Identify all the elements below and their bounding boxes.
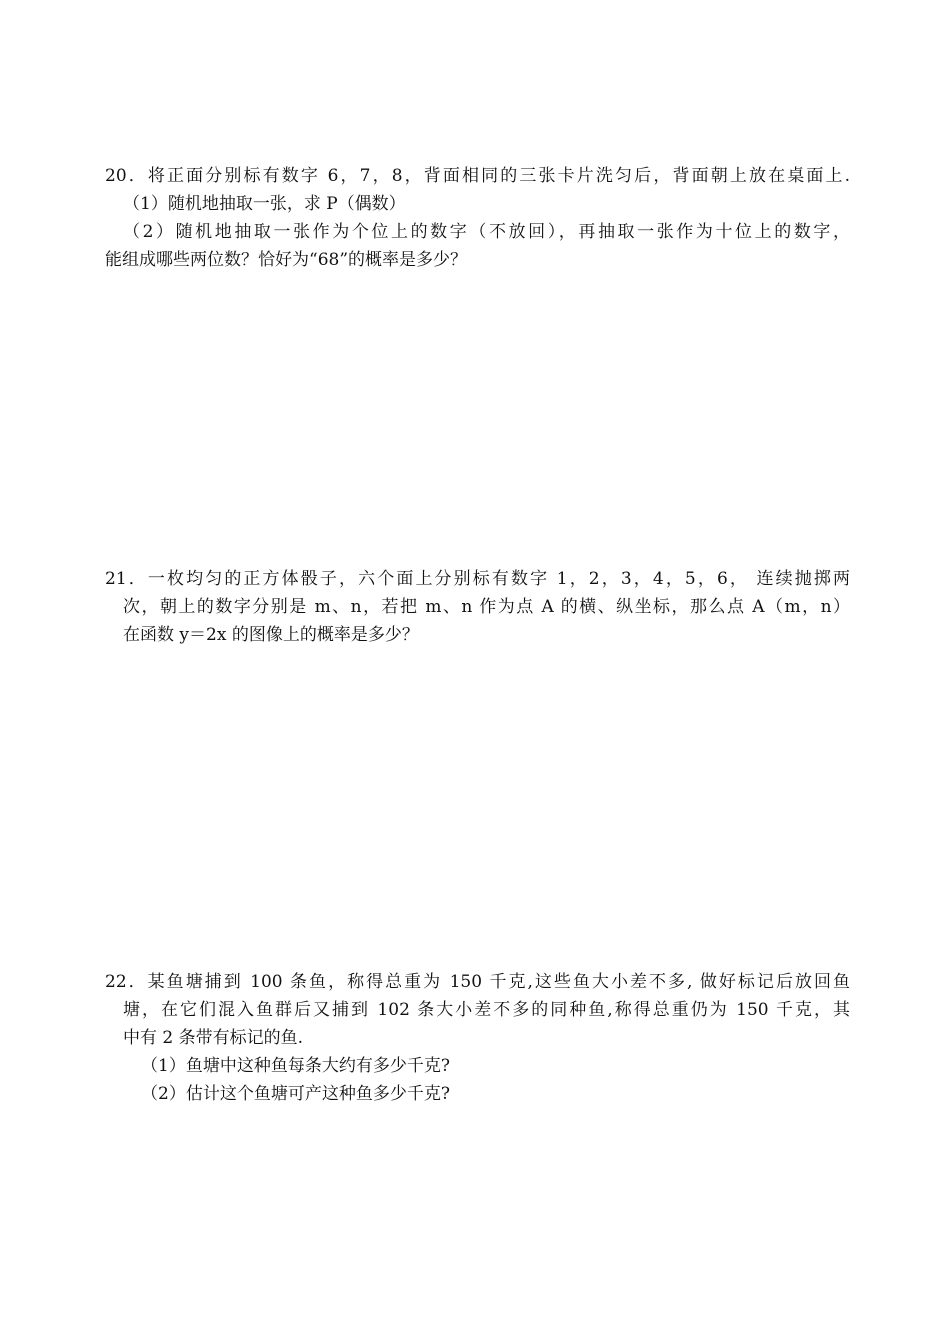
question-22-stem-continued: 塘，在它们混入鱼群后又捕到 102 条大小差不多的同种鱼,称得总重仍为 150 千克，其 xyxy=(123,1000,850,1020)
question-21-stem-end: 在函数 y＝2x 的图像上的概率是多少？ xyxy=(123,625,419,645)
question-20-part-2: （2）随机地抽取一张作为个位上的数字（不放回），再抽取一张作为十位上的数字， xyxy=(123,222,850,242)
question-20-stem: 20．将正面分别标有数字 6，7，8，背面相同的三张卡片洗匀后，背面朝上放在桌面上. xyxy=(105,166,850,186)
question-20 xyxy=(105,162,850,274)
question-21-stem: 21．一枚均匀的正方体骰子，六个面上分别标有数字 1，2，3，4，5，6， 连续抛掷两 xyxy=(105,569,850,589)
question-22 xyxy=(105,968,850,1108)
question-20-part-1: （1）随机地抽取一张，求 P（偶数） xyxy=(123,194,406,214)
question-22-part-1: （1）鱼塘中这种鱼每条大约有多少千克? xyxy=(141,1056,450,1076)
question-21 xyxy=(105,565,850,649)
question-20-part-2-continued: 能组成哪些两位数？恰好为“68”的概率是多少？ xyxy=(105,250,468,270)
question-22-part-2: （2）估计这个鱼塘可产这种鱼多少千克? xyxy=(141,1084,450,1104)
question-22-stem-end: 中有 2 条带有标记的鱼. xyxy=(123,1028,304,1048)
question-21-stem-continued: 次，朝上的数字分别是 m、n，若把 m、n 作为点 A 的横、纵坐标，那么点 A（m，n） xyxy=(123,597,850,617)
question-22-stem: 22．某鱼塘捕到 100 条鱼，称得总重为 150 千克,这些鱼大小差不多, 做好标记后放回鱼 xyxy=(105,972,850,992)
